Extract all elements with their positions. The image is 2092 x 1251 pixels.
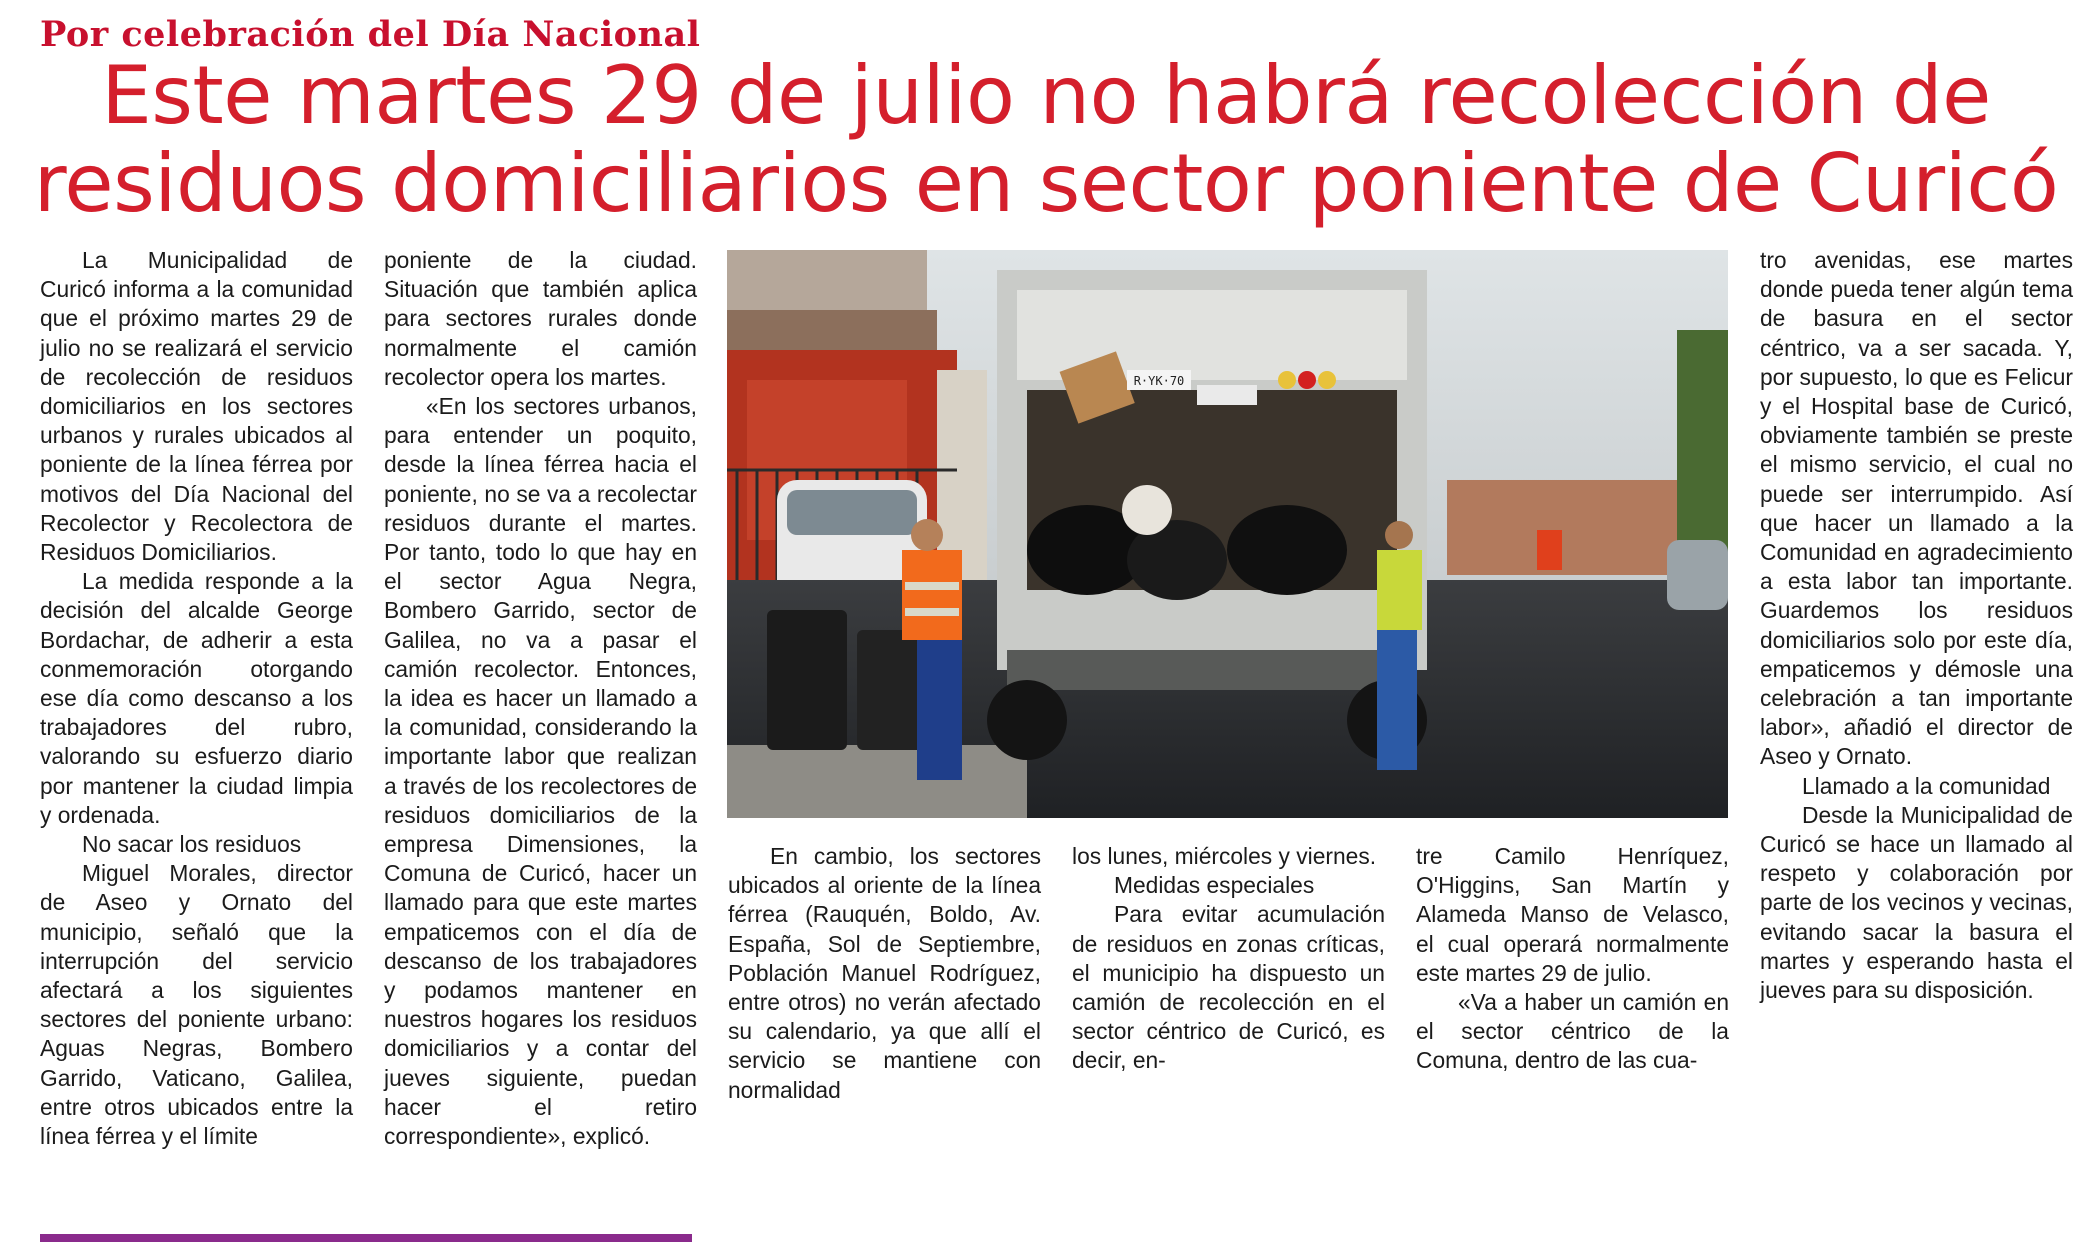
column-6: [1760, 246, 2073, 1005]
bottom-rule: [40, 1234, 692, 1242]
paragraph: La medida responde a la decisión del alcalde George Bordachar, de adherir a esta conmemoración otorgando ese día como descanso a los trabajadores del rubro, valorando su esfuerzo diario por mantener la ciudad limpia y ordenada.: [40, 568, 353, 828]
column-2: [384, 246, 697, 1151]
paragraph: Desde la Municipalidad de Curicó se hace un llamado al respeto y colaboración por parte de los vecinos y vecinas, evitando sacar la basura el martes y esperando hasta el jueves para su disposición.: [1760, 801, 2073, 1004]
paragraph: En cambio, los sectores ubicados al oriente de la línea férrea (Rauquén, Boldo, Av. España, Sol de Septiembre, Población Manuel Rodríguez, entre otros) no verán afectado su calendario, ya que allí el servicio se mantiene con normalidad: [728, 843, 1041, 1103]
paragraph: Para evitar acumulación de residuos en zonas críticas, el municipio ha dispuesto un camión de recolección en el sector céntrico de Curicó, es decir, en-: [1072, 901, 1385, 1074]
paragraph: tre Camilo Henríquez, O'Higgins, San Martín y Alameda Manso de Velasco, el cual operará normalmente este martes 29 de julio.: [1416, 843, 1729, 986]
garbage-truck-photo: [727, 250, 1728, 818]
subhead-no-sacar: No sacar los residuos: [82, 831, 302, 858]
headline-line-1: Este martes 29 de julio no habrá recolección de: [101, 49, 1991, 142]
kicker: Por celebración del Día Nacional: [40, 14, 701, 55]
paragraph: poniente de la ciudad. Situación que también aplica para sectores rurales donde normalmente el camión recolector opera los martes.: [384, 247, 697, 390]
paragraph: «Va a haber un camión en el sector céntrico de la Comuna, dentro de las cua-: [1416, 989, 1729, 1074]
paragraph: los lunes, miércoles y viernes.: [1072, 843, 1377, 869]
paragraph: «En los sectores urbanos, para entender un poquito, desde la línea férrea hacia el poniente, no se va a recolectar residuos durante el martes. Por tanto, todo lo que hay en el sector Agua Negra, Bombero Garrido, sector de Galilea, no va a pasar el camión recolector. Entonces, la idea es hacer un llamado a la comunidad, considerando la importante labor que realizan a través de los recolectores de residuos domiciliarios de la empresa Dimensiones, la Comuna de Curicó, hacer un llamado para que este martes empaticemos con el día de descanso de los trabajadores y podamos mantener en nuestros hogares los residuos domiciliarios y a contar del jueves siguiente, puedan hacer el retiro correspondiente», explicó.: [384, 393, 697, 1150]
subhead-medidas: Medidas especiales: [1114, 872, 1315, 899]
paragraph: La Municipalidad de Curicó informa a la comunidad que el próximo martes 29 de julio no se realizará el servicio de recolección de residuos domiciliarios en los sectores urbanos y rurales ubicados al poniente de la línea férrea por motivos del Día Nacional del Recolector y Recolectora de Residuos Domiciliarios.: [40, 247, 353, 566]
column-4: [1072, 842, 1385, 1076]
column-5: [1416, 842, 1729, 1076]
paragraph: Miguel Morales, director de Aseo y Ornato del municipio, señaló que la interrupción del servicio afectará a los siguientes sectores del poniente urbano: Aguas Negras, Bombero Garrido, Vaticano, Galilea, entre otros ubicados entre la línea férrea y el límite: [40, 860, 353, 1150]
column-3: [728, 842, 1041, 1105]
column-1: [40, 246, 353, 1151]
headline: [30, 49, 2062, 230]
photo-illustration: [727, 250, 1728, 818]
license-plate-text: R·YK·70: [1133, 374, 1185, 388]
headline-line-2: residuos domiciliarios en sector poniente de Curicó: [33, 137, 2059, 230]
paragraph: tro avenidas, ese martes donde pueda tener algún tema de basura en el sector céntrico, va a ser sacada. Y, por supuesto, lo que es Felicur y el Hospital base de Curicó, obviamente también se preste el mismo servicio, el cual no puede ser interrumpido. Así que hacer un llamado a la Comunidad en agradecimiento a esta labor tan importante. Guardemos los residuos domiciliarios solo por este día, empaticemos y démosle una celebración a tan importante labor», añadió el director de Aseo y Ornato.: [1760, 247, 2073, 770]
subhead-llamado: Llamado a la comunidad: [1802, 772, 2051, 799]
